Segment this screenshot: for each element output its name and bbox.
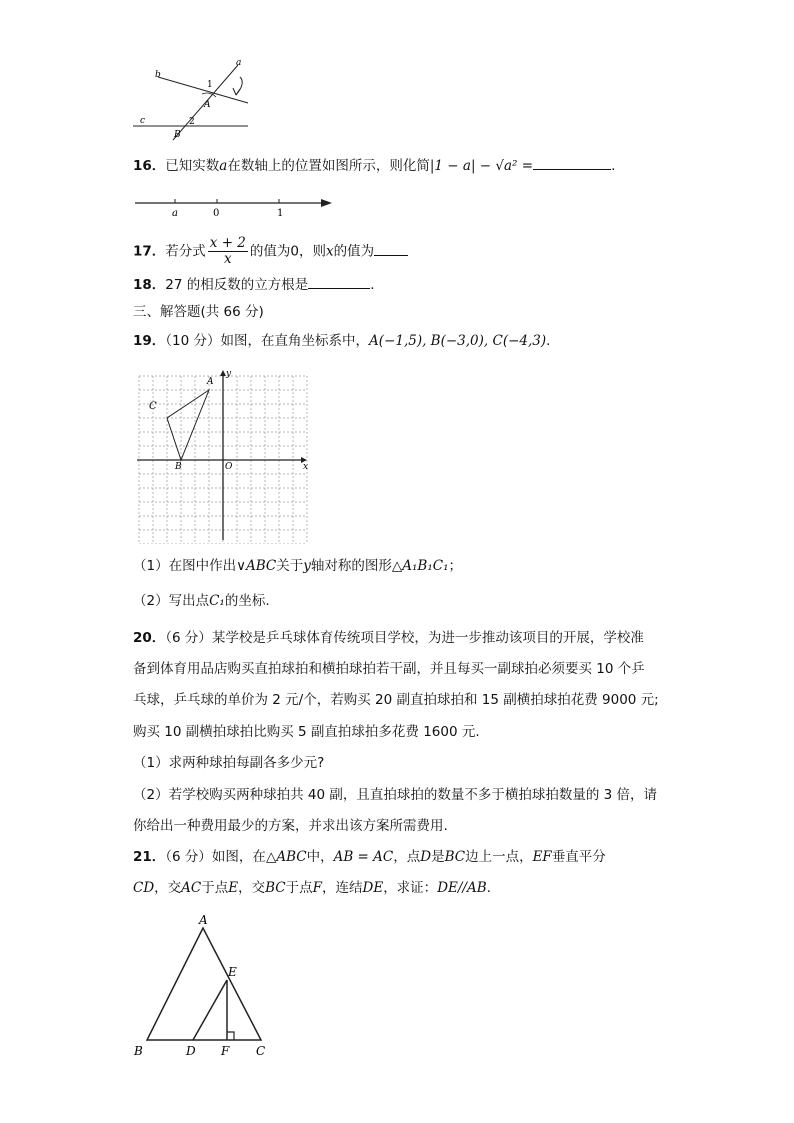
number-line-figure: [133, 193, 338, 221]
tri-label-C: C: [256, 1044, 266, 1058]
q21-l2-conclusion: DE//AB: [437, 880, 487, 896]
q19-sub1-b: 关于: [276, 558, 304, 574]
q21-l2-e: E: [228, 880, 239, 896]
q19-points: A(−1,5), B(−3,0), C(−4,3): [369, 333, 547, 349]
q17-text-b: 的值为0，则: [249, 243, 326, 260]
numberline-label-0: 0: [213, 208, 220, 219]
q20-sub2-line-1: （2）若学校购买两种球拍共 40 副，且直拍球拍的数量不多于横拍球拍数量的 3 倍，请: [133, 787, 658, 803]
q19-number: 19．: [133, 333, 166, 349]
q16-line: [133, 155, 615, 176]
q19-sub1: [133, 556, 462, 576]
q16-end: .: [611, 158, 616, 174]
label-b: b: [155, 70, 161, 80]
q20-sub1: （1）求两种球拍每副各多少元?: [133, 755, 325, 771]
q21-number: 21．: [133, 849, 166, 865]
numberline-label-1: 1: [277, 208, 284, 219]
q21-l1-tri: △ABC: [265, 849, 307, 865]
q21-l1-ef: EF: [532, 849, 552, 865]
q21-l1-f: 边上一点，: [465, 849, 533, 865]
q21-l2-e2: ，连结: [322, 880, 363, 896]
q21-l1-e: 是: [431, 849, 445, 865]
section-3-heading: 三、解答题(共 66 分): [133, 304, 264, 320]
q21-l2-bc: BC: [265, 880, 286, 896]
tri-label-F: F: [221, 1044, 230, 1058]
q19-sub1-c: 轴对称的图形: [310, 558, 392, 574]
label-c: c: [140, 116, 146, 126]
q16-answer-blank[interactable]: [533, 155, 611, 170]
label-point-A: A: [204, 100, 211, 110]
q17-answer-blank[interactable]: [374, 241, 408, 256]
label-angle-1: 1: [207, 80, 213, 90]
q18-line: [133, 274, 375, 295]
grid-label-x: x: [303, 462, 309, 472]
q16-expression: |1 − a| − √a² =: [429, 158, 534, 174]
q21-l1-bc: BC: [444, 849, 466, 865]
q16-text-a: 已知实数: [165, 158, 220, 174]
q21-l1-b: 中，: [306, 849, 334, 865]
q16-text-b: 在数轴上的位置如图所示，则化简: [227, 158, 430, 174]
q19-sub2-b: 的坐标.: [224, 593, 270, 609]
q21-l1-c: ，点: [393, 849, 421, 865]
label-a: a: [236, 58, 242, 68]
q20-text-1: （6 分）某学校是乒乓球体育传统项目学校，为进一步推动该项目的开展，学校准: [165, 630, 644, 646]
tri-label-E: E: [228, 965, 237, 979]
q21-l2-d: 于点: [285, 880, 313, 896]
q17-number: 17．: [133, 243, 166, 260]
q19-sub1-tri2: △A₁B₁C₁: [391, 558, 449, 574]
q21-l2-ac: AC: [181, 880, 202, 896]
grid-label-y: y: [226, 369, 232, 379]
grid-label-C: C: [149, 401, 157, 412]
q20-sub2-line-2: 你给出一种费用最少的方案，并求出该方案所需费用.: [133, 818, 448, 834]
q18-text: 27 的相反数的立方根是: [165, 277, 309, 293]
q17-fraction: [208, 236, 248, 267]
q21-line-1: [133, 847, 606, 867]
numberline-label-a: a: [172, 208, 178, 219]
q21-l1-a: （6 分）如图，在: [165, 849, 266, 865]
q21-l2-c: ，交: [238, 880, 266, 896]
q20-line-4: 购买 10 副横拍球拍比购买 5 副直拍球拍多花费 1600 元.: [133, 724, 480, 740]
q21-l1-g: 垂直平分: [551, 849, 606, 865]
q21-l2-f: F: [312, 880, 322, 896]
grid-label-B: B: [175, 462, 182, 472]
q17-var: x: [326, 243, 334, 260]
q17-numerator: x + 2: [209, 235, 246, 251]
q21-l1-eq: AB = AC: [333, 849, 394, 865]
label-point-B: B: [174, 130, 181, 140]
q17-denominator: x: [224, 251, 232, 267]
triangle-abc: [167, 390, 209, 460]
q19-sub1-a: （1）在图中作出: [133, 558, 237, 574]
tri-label-A: A: [199, 913, 208, 927]
parallel-lines-figure: [130, 55, 255, 145]
triangle-figure: [130, 910, 280, 1065]
q19-sub2-point: C₁: [209, 593, 225, 609]
grid-label-O: O: [225, 462, 233, 472]
q19-sub2: [133, 591, 270, 611]
q19-sub2-a: （2）写出点: [133, 593, 210, 609]
label-angle-2: 2: [189, 117, 195, 127]
q21-line-2: [133, 878, 491, 898]
q19-sub1-tri: ∨ABC: [236, 558, 277, 574]
q19-sub1-y: y: [303, 558, 311, 574]
q18-end: .: [370, 277, 375, 293]
q19-end: .: [546, 333, 551, 349]
coordinate-grid-figure: [135, 368, 315, 544]
q16-number: 16．: [133, 158, 166, 174]
q21-l2-f2: ，求证：: [383, 880, 438, 896]
q18-number: 18．: [133, 277, 166, 293]
q21-l2-b: 于点: [201, 880, 229, 896]
q18-answer-blank[interactable]: [308, 274, 370, 289]
grid-label-A: A: [207, 377, 214, 387]
q21-l2-a: ，交: [154, 880, 182, 896]
q20-line-2: 备到体育用品店购买直拍球拍和横拍球拍若干副，并且每买一副球拍必须要买 10 个乒: [133, 661, 645, 677]
q21-l1-d: D: [420, 849, 432, 865]
q17-line: [133, 235, 408, 267]
q21-l2-cd: CD: [133, 880, 155, 896]
q19-sub1-end: ；: [448, 558, 462, 574]
q20-number: 20．: [133, 630, 166, 646]
q19-text: （10 分）如图，在直角坐标系中，: [165, 333, 370, 349]
q20-line-3: 乓球，乒乓球的单价为 2 元/个，若购买 20 副直拍球拍和 15 副横拍球拍花费 9000 元;: [133, 692, 659, 708]
tri-label-B: B: [134, 1044, 143, 1058]
q16-var: a: [219, 158, 228, 174]
q21-l2-de: DE: [362, 880, 384, 896]
q19-line: [133, 331, 550, 351]
q17-text-a: 若分式: [165, 243, 206, 260]
tri-label-D: D: [186, 1044, 196, 1058]
q17-text-c: 的值为: [333, 243, 375, 260]
q21-l2-end: .: [486, 880, 491, 896]
q20-line-1: [133, 628, 644, 648]
